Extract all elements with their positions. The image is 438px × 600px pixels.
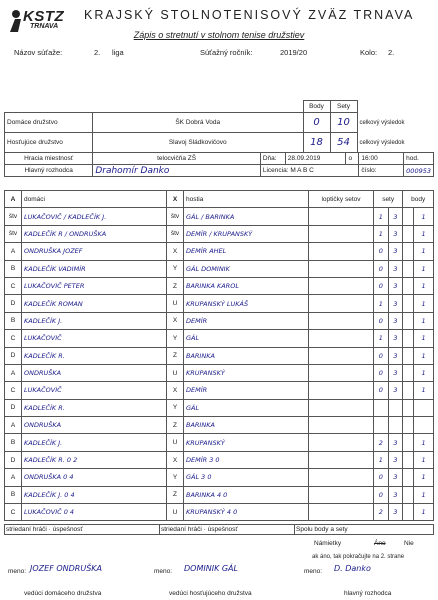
away-sets: 3 xyxy=(388,295,403,312)
match-row xyxy=(5,225,434,242)
away-position: U xyxy=(167,295,184,312)
away-sets: 3 xyxy=(388,434,403,451)
away-player: BARINKA KAROL xyxy=(184,277,309,294)
competition-value: 2. xyxy=(94,48,101,57)
protests-label: Námietky xyxy=(314,540,342,547)
home-player: KADLEČÍK R. 0 2 xyxy=(22,451,167,468)
season-label: Súťažný ročník: xyxy=(200,48,253,57)
away-player: DEMÍR xyxy=(184,312,309,329)
away-player: KRUPANSKÝ xyxy=(184,364,309,381)
away-point: 1 xyxy=(414,208,434,225)
match-row xyxy=(5,417,434,434)
away-player: GÁL xyxy=(184,399,309,416)
away-point: 1 xyxy=(414,243,434,260)
home-player: KADLEČÍK VADIMÍR xyxy=(22,260,167,277)
set-scores xyxy=(309,451,374,468)
home-sets: 1 xyxy=(374,225,389,242)
match-row xyxy=(5,504,434,521)
home-player: ONDRUŠKA JOZEF xyxy=(22,243,167,260)
match-row xyxy=(5,451,434,468)
home-player: KADLEČÍK J. xyxy=(22,434,167,451)
home-player: KADLEČÍK J. 0 4 xyxy=(22,486,167,503)
home-player: LUKAČOVIČ xyxy=(22,382,167,399)
set-scores xyxy=(309,312,374,329)
home-point xyxy=(403,277,414,294)
away-position: U xyxy=(167,434,184,451)
match-position: D xyxy=(5,347,22,364)
set-scores xyxy=(309,347,374,364)
home-sets xyxy=(374,417,389,434)
away-point: 1 xyxy=(414,295,434,312)
match-position: A xyxy=(5,364,22,381)
home-player: KADLEČÍK R. xyxy=(22,347,167,364)
away-position: U xyxy=(167,364,184,381)
set-scores xyxy=(309,417,374,434)
protests-no: Nie xyxy=(404,540,414,547)
home-player: ONDRUŠKA xyxy=(22,417,167,434)
home-sets: 0 xyxy=(374,486,389,503)
match-row xyxy=(5,382,434,399)
home-player: LUKAČOVIČ xyxy=(22,330,167,347)
protests-yes: Áno xyxy=(374,540,386,547)
home-sets: 0 xyxy=(374,277,389,294)
set-scores xyxy=(309,504,374,521)
match-row xyxy=(5,434,434,451)
away-point: 1 xyxy=(414,312,434,329)
home-point xyxy=(403,486,414,503)
away-player: GÁL 3 0 xyxy=(184,469,309,486)
away-player: GÁL DOMINIK xyxy=(184,260,309,277)
substitutes-table: striedaní hráči · úspešnosť striedaní hráči · úspešnosť Spolu body a sety xyxy=(4,524,434,535)
match-position: C xyxy=(5,504,22,521)
home-sets: 1 xyxy=(374,451,389,468)
matches-table: A domáci X hostia loptičky setov sety body štv LUKAČOVIČ / KADLEČÍK J. štv GÁL / BARINKA 1 3 1 štv KADLEČÍK R / ONDRUŠKA štv DEMÍR / KRUPANSKÝ 1 3 1 A ONDRUŠKA JOZEF X DEMÍR AHEL 0 3 1 B KADLEČÍK VADIMÍR Y GÁL DOMINIK 0 3 1 C LUKAČOVIČ PETER Z BARINKA KAROL 0 3 1 D KADLEČÍK ROMAN U KRUPANSKÝ LUKÁŠ 1 3 1 B KADLEČÍK J. X DEMÍR 0 3 1 C LUKAČOVIČ Y GÁL 1 3 1 D KADLEČÍK R. Z BARINKA 0 3 1 A ONDRUŠKA U KRUPANSKÝ 0 3 1 C LUKAČOVIČ X DEMÍR 0 3 1 D KADLEČÍK R. Y GÁL A ONDRUŠKA Z BARINKA B KADLEČÍK J. U KRUPANSKÝ 2 3 1 D KADLEČÍK R. 0 2 X DEMÍR 3 0 1 3 1 A ONDRUŠKA 0 4 Y GÁL 3 0 0 3 1 B KADLEČÍK J. 0 4 Z BARINKA 4 0 0 3 1 C LUKAČOVIČ 0 4 U KRUPANSKÝ 4 0 2 3 1 xyxy=(4,190,434,521)
away-sets: 3 xyxy=(388,469,403,486)
set-scores xyxy=(309,208,374,225)
away-position: štv xyxy=(167,208,184,225)
home-point xyxy=(403,295,414,312)
home-player: LUKAČOVIČ / KADLEČÍK J. xyxy=(22,208,167,225)
away-sets: 3 xyxy=(388,208,403,225)
away-player: KRUPANSKÝ LUKÁŠ xyxy=(184,295,309,312)
page-title: KRAJSKÝ STOLNOTENISOVÝ ZVÄZ TRNAVA xyxy=(84,8,415,22)
match-position: B xyxy=(5,260,22,277)
away-player: BARINKA xyxy=(184,417,309,434)
set-scores xyxy=(309,225,374,242)
home-point xyxy=(403,399,414,416)
away-points: 18 xyxy=(303,133,330,153)
match-row xyxy=(5,277,434,294)
away-sets: 3 xyxy=(388,364,403,381)
match-position: C xyxy=(5,330,22,347)
home-player: KADLEČÍK J. xyxy=(22,312,167,329)
match-position: B xyxy=(5,434,22,451)
away-point xyxy=(414,417,434,434)
home-point xyxy=(403,504,414,521)
home-sets: 1 xyxy=(374,295,389,312)
home-player: ONDRUŠKA xyxy=(22,364,167,381)
away-role: vedúci hosťujúceho družstva xyxy=(169,590,252,597)
away-captain: DOMINIK GÁL xyxy=(184,564,238,573)
home-player: LUKAČOVIČ PETER xyxy=(22,277,167,294)
set-scores xyxy=(309,399,374,416)
away-position: Z xyxy=(167,277,184,294)
match-position: B xyxy=(5,486,22,503)
match-row xyxy=(5,208,434,225)
away-player: KRUPANSKÝ xyxy=(184,434,309,451)
away-point: 1 xyxy=(414,260,434,277)
venue-table: Hracia miestnosť telocvičňa ZŠ Dňa: 28.09.2019 o 16:00 hod. Hlavný rozhodca Drahomír Danko Licencia: M A B C číslo: 000953 xyxy=(4,152,434,177)
away-player: KRUPANSKÝ 4 0 xyxy=(184,504,309,521)
venue: telocvičňa ZŠ xyxy=(93,153,261,165)
set-scores xyxy=(309,243,374,260)
match-position: D xyxy=(5,451,22,468)
away-position: štv xyxy=(167,225,184,242)
away-point: 1 xyxy=(414,434,434,451)
home-sets: 0 xyxy=(374,260,389,277)
kstz-logo: KSTZ TRNAVA xyxy=(6,8,70,36)
away-sets: 3 xyxy=(388,225,403,242)
away-position: X xyxy=(167,451,184,468)
match-row xyxy=(5,364,434,381)
away-position: Y xyxy=(167,260,184,277)
match-row xyxy=(5,243,434,260)
away-position: X xyxy=(167,312,184,329)
match-position: A xyxy=(5,417,22,434)
set-scores xyxy=(309,330,374,347)
away-position: U xyxy=(167,504,184,521)
home-captain: JOZEF ONDRUŠKA xyxy=(30,564,102,573)
set-scores xyxy=(309,434,374,451)
away-position: X xyxy=(167,382,184,399)
header xyxy=(0,0,438,40)
away-sets: 3 xyxy=(388,330,403,347)
away-point: 1 xyxy=(414,225,434,242)
home-point xyxy=(403,260,414,277)
away-sets: 3 xyxy=(388,260,403,277)
teams-table: Body Sety Domáce družstvo ŠK Dobrá Voda 0 10 celkový výsledok Hosťujúce družstvo Slavoj Sládkovičovo 18 54 celkový výsledok xyxy=(4,100,434,153)
home-sets: 2 xyxy=(374,504,389,521)
away-position: Y xyxy=(167,469,184,486)
home-sets: 0 xyxy=(374,382,389,399)
away-point: 1 xyxy=(414,347,434,364)
match-position: C xyxy=(5,382,22,399)
home-point xyxy=(403,312,414,329)
away-point: 1 xyxy=(414,486,434,503)
set-scores xyxy=(309,277,374,294)
set-scores xyxy=(309,469,374,486)
competition-suffix: liga xyxy=(112,48,124,57)
match-position: C xyxy=(5,277,22,294)
home-point xyxy=(403,382,414,399)
match-position: A xyxy=(5,243,22,260)
home-role: vedúci domáceho družstva xyxy=(24,590,102,597)
season-value: 2019/20 xyxy=(280,48,308,57)
match-position: D xyxy=(5,295,22,312)
home-sets: 0 xyxy=(374,364,389,381)
away-sets: 54 xyxy=(330,133,357,153)
away-sets: 3 xyxy=(388,312,403,329)
set-scores xyxy=(309,295,374,312)
referee-name: Drahomír Danko xyxy=(93,165,261,177)
home-points: 0 xyxy=(303,113,330,133)
competition-label: Názov súťaže: xyxy=(14,48,63,57)
home-point xyxy=(403,330,414,347)
home-player: KADLEČÍK R. xyxy=(22,399,167,416)
away-position: Y xyxy=(167,399,184,416)
match-position: A xyxy=(5,469,22,486)
home-team: ŠK Dobrá Voda xyxy=(93,113,304,133)
home-sets: 2 xyxy=(374,434,389,451)
away-sets: 3 xyxy=(388,486,403,503)
match-position: štv xyxy=(5,225,22,242)
match-row xyxy=(5,295,434,312)
home-point xyxy=(403,469,414,486)
home-player: KADLEČÍK ROMAN xyxy=(22,295,167,312)
home-sets: 0 xyxy=(374,347,389,364)
away-point xyxy=(414,399,434,416)
away-point: 1 xyxy=(414,382,434,399)
round-label: Kolo: xyxy=(360,48,378,57)
home-sets: 0 xyxy=(374,312,389,329)
set-scores xyxy=(309,364,374,381)
match-row xyxy=(5,260,434,277)
match-position: B xyxy=(5,312,22,329)
round-value: 2. xyxy=(388,48,395,57)
match-row xyxy=(5,330,434,347)
away-player: GÁL xyxy=(184,330,309,347)
away-team: Slavoj Sládkovičovo xyxy=(93,133,304,153)
away-player: GÁL / BARINKA xyxy=(184,208,309,225)
away-position: Z xyxy=(167,486,184,503)
set-scores xyxy=(309,260,374,277)
away-point: 1 xyxy=(414,469,434,486)
home-point xyxy=(403,347,414,364)
home-sets: 10 xyxy=(330,113,357,133)
away-sets: 3 xyxy=(388,243,403,260)
home-player: LUKAČOVIČ 0 4 xyxy=(22,504,167,521)
away-player: DEMÍR / KRUPANSKÝ xyxy=(184,225,309,242)
away-sets: 3 xyxy=(388,504,403,521)
away-sets: 3 xyxy=(388,451,403,468)
home-point xyxy=(403,243,414,260)
home-sets: 0 xyxy=(374,243,389,260)
away-point: 1 xyxy=(414,277,434,294)
home-point xyxy=(403,225,414,242)
away-position: Z xyxy=(167,417,184,434)
away-player: DEMÍR AHEL xyxy=(184,243,309,260)
home-sets: 1 xyxy=(374,208,389,225)
match-date: 28.09.2019 xyxy=(285,153,346,165)
away-sets: 3 xyxy=(388,277,403,294)
away-position: Z xyxy=(167,347,184,364)
home-sets xyxy=(374,399,389,416)
licence-number: 000953 xyxy=(404,165,434,177)
match-row xyxy=(5,347,434,364)
away-player: DEMÍR xyxy=(184,382,309,399)
away-position: X xyxy=(167,243,184,260)
match-position: štv xyxy=(5,208,22,225)
page-subtitle: Zápis o stretnutí v stolnom tenise družstiev xyxy=(133,30,305,40)
home-point xyxy=(403,434,414,451)
away-player: BARINKA xyxy=(184,347,309,364)
match-row xyxy=(5,399,434,416)
away-point: 1 xyxy=(414,504,434,521)
away-sets: 3 xyxy=(388,382,403,399)
away-point: 1 xyxy=(414,364,434,381)
referee-role: hlavný rozhodca xyxy=(344,590,392,597)
away-player: BARINKA 4 0 xyxy=(184,486,309,503)
set-scores xyxy=(309,382,374,399)
home-point xyxy=(403,208,414,225)
match-row xyxy=(5,312,434,329)
away-point: 1 xyxy=(414,451,434,468)
away-sets xyxy=(388,399,403,416)
continue-note: ak áno, tak pokračujte na 2. strane xyxy=(312,554,405,560)
referee-signature: D. Danko xyxy=(334,564,371,573)
set-scores xyxy=(309,486,374,503)
match-time: 16:00 xyxy=(359,153,404,165)
away-player: DEMÍR 3 0 xyxy=(184,451,309,468)
away-sets: 3 xyxy=(388,347,403,364)
home-point xyxy=(403,364,414,381)
away-point: 1 xyxy=(414,330,434,347)
home-point xyxy=(403,417,414,434)
away-position: Y xyxy=(167,330,184,347)
home-player: KADLEČÍK R / ONDRUŠKA xyxy=(22,225,167,242)
home-sets: 0 xyxy=(374,469,389,486)
match-row xyxy=(5,469,434,486)
match-row xyxy=(5,486,434,503)
home-player: ONDRUŠKA 0 4 xyxy=(22,469,167,486)
home-point xyxy=(403,451,414,468)
home-sets: 1 xyxy=(374,330,389,347)
match-position: D xyxy=(5,399,22,416)
away-sets xyxy=(388,417,403,434)
